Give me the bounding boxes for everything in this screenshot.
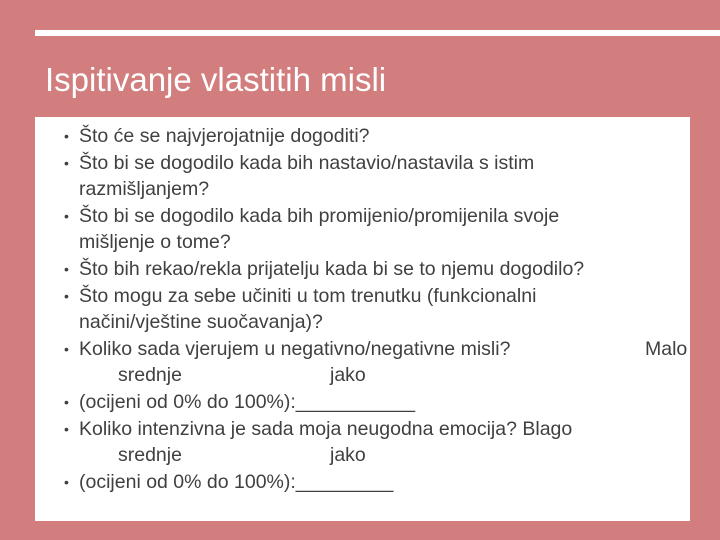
scale-label-mid: srednje: [118, 444, 182, 467]
list-item: [60, 123, 680, 150]
scale-label-high: jako: [330, 364, 366, 387]
slide-title: Ispitivanje vlastitih misli: [45, 61, 387, 98]
content-panel: [35, 117, 690, 521]
list-item-text-continued: načini/vještine suočavanja)?: [79, 311, 323, 334]
belief-question-row: [79, 336, 688, 363]
belief-question-text: Koliko sada vjerujem u negativno/negativne misli?: [79, 337, 511, 360]
belief-scale-row: [79, 362, 680, 389]
rating-prompt-emotion: (ocijeni od 0% do 100%):_________: [79, 470, 394, 493]
emotion-scale-row: [79, 442, 680, 469]
list-item: [60, 336, 688, 389]
bullet-icon: •: [64, 393, 69, 410]
list-item-text: Što će se najvjerojatnije dogoditi?: [79, 125, 370, 147]
list-item: [60, 256, 680, 283]
bullet-icon: •: [64, 287, 69, 304]
list-item: [60, 203, 680, 256]
bullet-icon: •: [64, 154, 69, 171]
bullet-icon: •: [64, 207, 69, 224]
title-divider: [35, 30, 720, 36]
list-item: [60, 150, 680, 203]
bullet-icon: •: [64, 128, 69, 144]
scale-label-high: jako: [330, 444, 366, 467]
list-item-text: Što bi se dogodilo kada bih promijenio/promijenila svoje: [79, 204, 560, 227]
list-item: [60, 416, 680, 469]
bullet-icon: •: [64, 420, 69, 437]
bullet-icon: •: [64, 340, 69, 357]
emotion-question-text: Koliko intenzivna je sada moja neugodna emocija? Blago: [79, 417, 573, 440]
list-item-text: Što mogu za sebe učiniti u tom trenutku (funkcionalni: [79, 284, 537, 307]
rating-prompt-belief: (ocijeni od 0% do 100%):___________: [79, 390, 416, 413]
list-item-text-continued: mišljenje o tome?: [79, 231, 231, 254]
list-item: [60, 389, 680, 416]
scale-label-low: Malo: [645, 337, 688, 360]
list-item-text: Što bi se dogodilo kada bih nastavio/nastavila s istim: [79, 151, 535, 174]
scale-label-mid: srednje: [118, 364, 182, 387]
list-item: [60, 283, 680, 336]
bullet-icon: •: [64, 260, 69, 277]
list-item: [60, 469, 680, 496]
list-item-text: Što bih rekao/rekla prijatelju kada bi se to njemu dogodilo?: [79, 257, 585, 280]
bullet-icon: •: [64, 473, 69, 490]
question-list: [60, 123, 688, 495]
list-item-text-continued: razmišljanjem?: [79, 178, 210, 201]
